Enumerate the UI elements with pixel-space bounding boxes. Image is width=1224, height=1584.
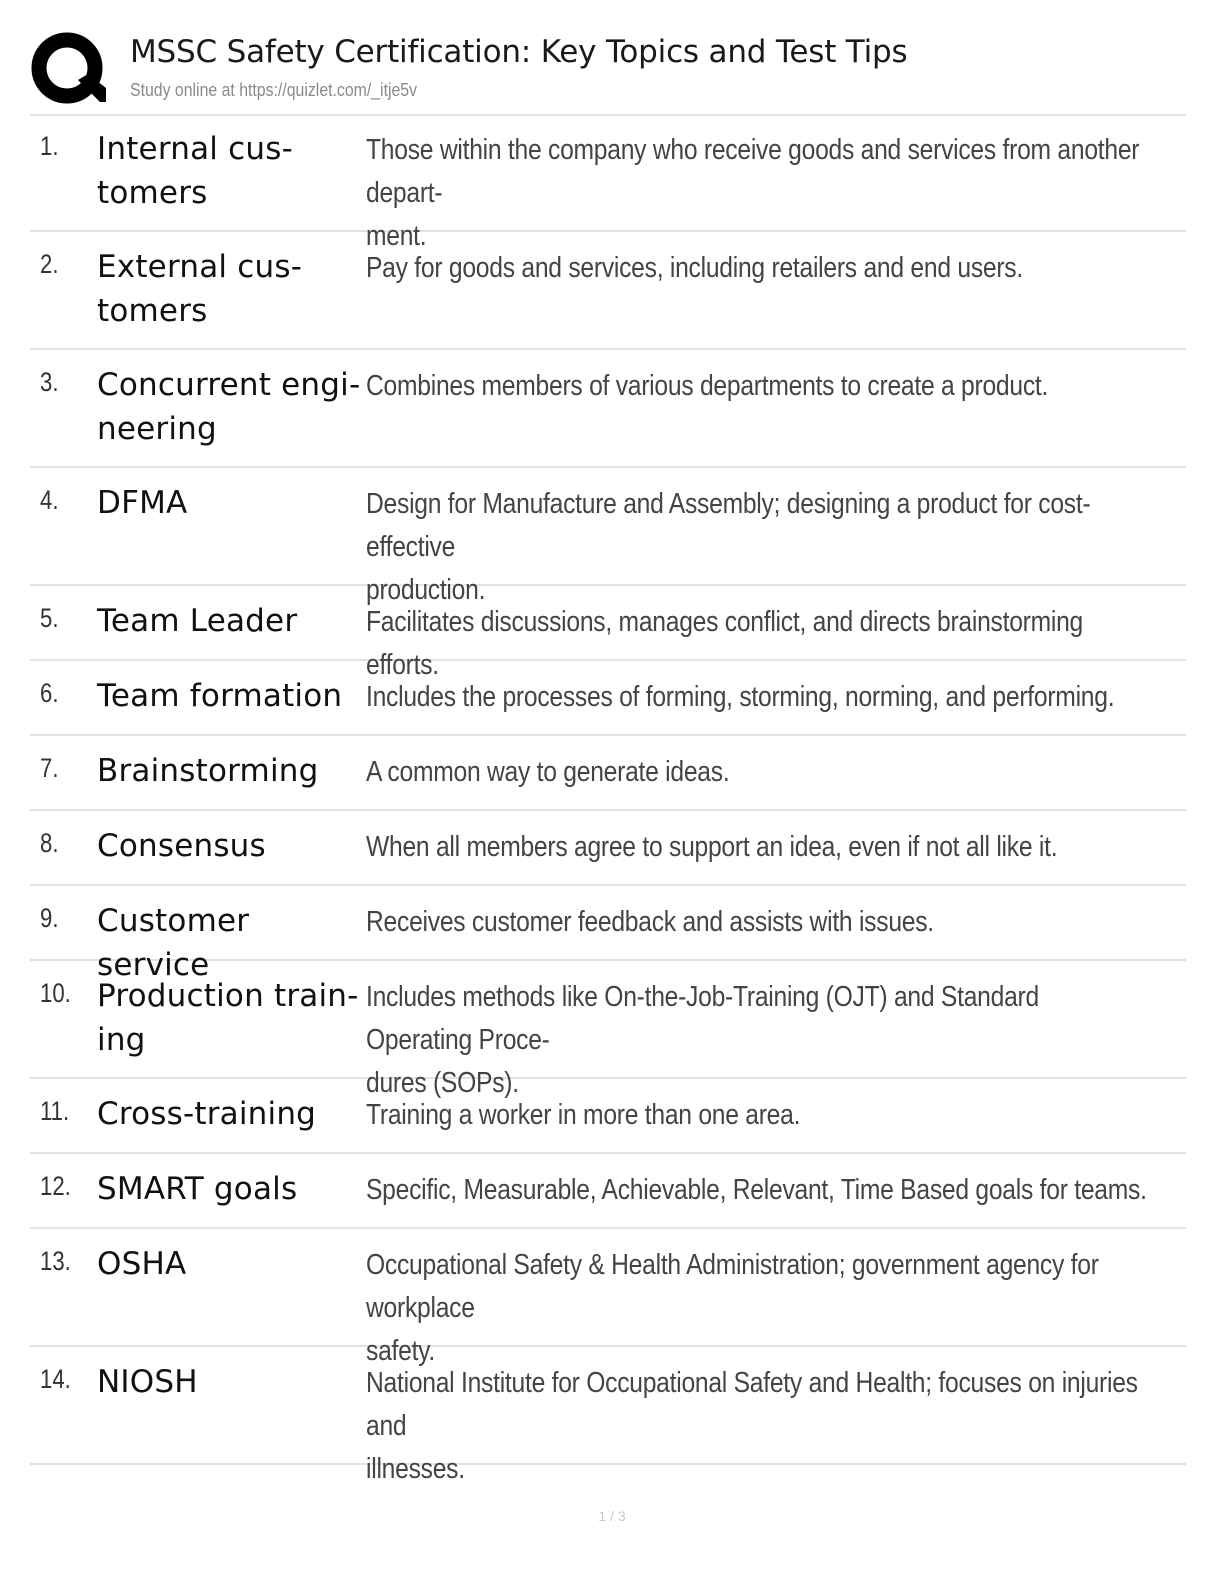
page-header — [30, 28, 1186, 116]
term-number: 13. — [40, 1246, 71, 1276]
term-definition: Facilitates discussions, manages conflict, and directs brainstorming efforts. — [366, 606, 1084, 681]
term-definition: Pay for goods and services, including retailers and end users. — [366, 252, 1023, 284]
term-number: 2. — [40, 249, 59, 279]
term-row — [30, 961, 1186, 1099]
page-number: 1 / 3 — [598, 1508, 626, 1524]
term-number: 12. — [40, 1171, 71, 1201]
term-row — [30, 1229, 1186, 1367]
term-row — [30, 661, 1186, 736]
term-number: 5. — [40, 603, 59, 633]
term-definition: Receives customer feedback and assists with issues. — [366, 906, 934, 938]
term-number: 14. — [40, 1364, 71, 1394]
term-row — [30, 736, 1186, 811]
term-row — [30, 114, 1186, 252]
term-name: Cross-training — [97, 1096, 317, 1132]
term-definition: Occupational Safety & Health Administration; government agency for workplace safety. — [366, 1249, 1099, 1367]
study-link[interactable]: Study online at https://quizlet.com/_itje5v — [130, 80, 418, 100]
term-name: NIOSH — [97, 1364, 198, 1400]
quizlet-logo-icon — [30, 30, 108, 108]
term-definition: Design for Manufacture and Assembly; designing a product for cost-effective production. — [366, 488, 1091, 606]
term-definition: When all members agree to support an idea, even if not all like it. — [366, 831, 1058, 863]
terms-list — [30, 114, 1186, 1485]
term-row — [30, 350, 1186, 468]
term-row — [30, 1347, 1186, 1485]
term-number: 4. — [40, 485, 59, 515]
term-definition: Combines members of various departments to create a product. — [366, 370, 1049, 402]
page-title: MSSC Safety Certification: Key Topics and Test Tips — [130, 34, 908, 70]
term-name: OSHA — [97, 1246, 187, 1282]
term-definition: Specific, Measurable, Achievable, Relevant, Time Based goals for teams. — [366, 1174, 1147, 1206]
term-row — [30, 586, 1186, 681]
term-definition: A common way to generate ideas. — [366, 756, 730, 788]
term-number: 3. — [40, 367, 59, 397]
term-number: 7. — [40, 753, 59, 783]
term-definition: Includes the processes of forming, storming, norming, and performing. — [366, 681, 1115, 713]
term-number: 9. — [40, 903, 59, 933]
term-name: Customer service — [97, 903, 250, 983]
term-name: External cus- tomers — [97, 249, 303, 329]
term-row — [30, 811, 1186, 886]
term-name: Brainstorming — [97, 753, 319, 789]
term-number: 11. — [40, 1096, 70, 1126]
term-row — [30, 232, 1186, 350]
term-name: Team formation — [97, 678, 343, 714]
term-name: Concurrent engi- neering — [97, 367, 361, 447]
term-name: DFMA — [97, 485, 188, 521]
term-definition: Includes methods like On-the-Job-Training (OJT) and Standard Operating Proce- dures (SOPs). — [366, 981, 1039, 1099]
term-row — [30, 468, 1186, 606]
term-number: 10. — [40, 978, 71, 1008]
term-name: Internal cus- tomers — [97, 131, 293, 211]
term-definition: National Institute for Occupational Safety and Health; focuses on injuries and illnesses. — [366, 1367, 1138, 1485]
term-name: Consensus — [97, 828, 266, 864]
term-number: 1. — [40, 131, 59, 161]
term-row — [30, 1154, 1186, 1229]
term-name: Production train- ing — [97, 978, 359, 1058]
term-row — [30, 1079, 1186, 1154]
term-number: 6. — [40, 678, 59, 708]
term-name: SMART goals — [97, 1171, 298, 1207]
term-row — [30, 886, 1186, 983]
term-definition: Training a worker in more than one area. — [366, 1099, 801, 1131]
term-number: 8. — [40, 828, 59, 858]
term-definition: Those within the company who receive goods and services from another depart- ment. — [366, 134, 1140, 252]
term-name: Team Leader — [97, 603, 298, 639]
